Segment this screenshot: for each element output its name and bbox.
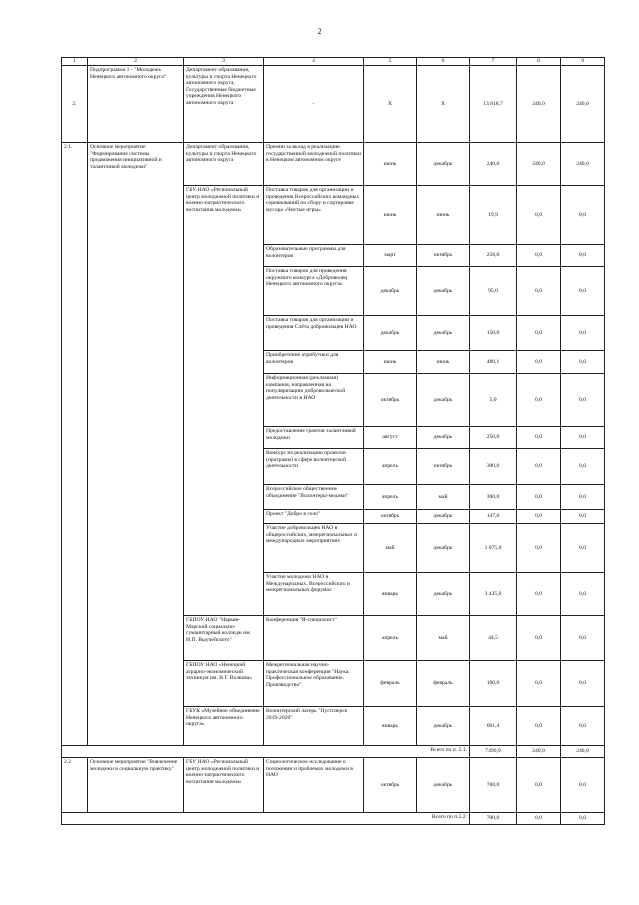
activity-name: Подпрограмма 1 - "Молодежь Ненецкого автономного округа" (88, 66, 184, 143)
cell-start: декабрь (364, 267, 417, 316)
column-header: 9 (561, 58, 605, 66)
cell-start: октябрь (364, 374, 417, 427)
cell-v8: 0,0 (517, 449, 561, 485)
row-number: 2.1. (62, 143, 88, 746)
cell-v8: 0,0 (517, 245, 561, 267)
column-header: 8 (517, 58, 561, 66)
cell-v7: 250,0 (470, 427, 517, 449)
cell-v7: 13 818,7 (470, 66, 517, 143)
blank-cell (62, 746, 417, 758)
cell-end: июнь (417, 351, 470, 374)
cell-v9: 0,0 (561, 524, 605, 573)
column-header: 6 (417, 58, 470, 66)
cell-v7: 601,4 (470, 707, 517, 746)
cell-v9: 0,0 (561, 707, 605, 746)
cell-v8: 0,0 (517, 267, 561, 316)
cell-start: X (364, 66, 417, 143)
cell-v9: 0,0 (561, 351, 605, 374)
cell-v7: 1 075,0 (470, 524, 517, 573)
column-header: 2 (88, 58, 184, 66)
cell-v9: 0,0 (561, 186, 605, 245)
event-name: Конференция "Я-специалист" (264, 616, 364, 661)
cell-v9: 0,0 (561, 316, 605, 351)
event-name: Волонтерский лагерь "Пустозерск 2019-2020" (264, 707, 364, 746)
blank-cell (62, 813, 417, 825)
cell-v7: 3 425,0 (470, 573, 517, 616)
event-name: Образовательные программы для волонтеров (264, 245, 364, 267)
cell-end: X (417, 66, 470, 143)
cell-end: февраль (417, 661, 470, 707)
cell-v8: 0,0 (517, 524, 561, 573)
event-name: Участие добровольцев НАО в общероссийских, межрегиональных и международных мероприятиях (264, 524, 364, 573)
cell-v7: 147,0 (470, 510, 517, 524)
cell-v8: 0,0 (517, 374, 561, 427)
cell-v7: 5,0 (470, 374, 517, 427)
cell-v9: 0,0 (561, 661, 605, 707)
cell-v9: 0,0 (561, 427, 605, 449)
cell-v8: 0,0 (517, 661, 561, 707)
event-name: Предоставление грантов талантливой молодежи (264, 427, 364, 449)
row-number: 2. (62, 66, 88, 143)
cell-v7: 100,0 (470, 661, 517, 707)
cell-v9: 0,0 (561, 510, 605, 524)
cell-start: июнь (364, 351, 417, 374)
cell-start: январь (364, 707, 417, 746)
column-header: 7 (470, 58, 517, 66)
total-v7: 700,0 (470, 813, 517, 825)
cell-v8: 0,0 (517, 485, 561, 510)
cell-v8: 0,0 (517, 707, 561, 746)
event-name: Приобретение атрибутики для волонтеров (264, 351, 364, 374)
cell-start: октябрь (364, 758, 417, 813)
cell-end: май (417, 485, 470, 510)
row-number: 2.2 (62, 758, 88, 813)
cell-v7: 19,9 (470, 186, 517, 245)
cell-start: март (364, 245, 417, 267)
cell-end: май (417, 616, 470, 661)
cell-v8: 0,0 (517, 510, 561, 524)
cell-v8: 0,0 (517, 616, 561, 661)
cell-v8: 240,0 (517, 143, 561, 186)
cell-v7: 300,0 (470, 485, 517, 510)
cell-v9: 0,0 (561, 616, 605, 661)
cell-v9: 240,0 (561, 143, 605, 186)
event-name: Информационная (рекламная) кампания, направленная на популяризацию добровольческой деятельности в НАО (264, 374, 364, 427)
executor: ГБУ НАО «Региональный центр молодежной политики и военно-патриотического воспитания молодежи» (184, 186, 264, 616)
cell-v8: 0,0 (517, 758, 561, 813)
total-label: Всего по п.5.2. (417, 813, 470, 825)
event-name: Конкурс на реализацию проектов (программ) в сфере волонтерской деятельности (264, 449, 364, 485)
event-name: Проект "Добро в село" (264, 510, 364, 524)
executor: Департамент образования, культуры и спорта Ненецкого автономного округа, Государственные бюджетные учреждения Ненецкого автономного округа (184, 66, 264, 143)
total-row (62, 813, 605, 825)
column-header: 5 (364, 58, 417, 66)
cell-v8: 0,0 (517, 316, 561, 351)
cell-end: декабрь (417, 758, 470, 813)
cell-start: апрель (364, 449, 417, 485)
program-table (61, 57, 605, 825)
cell-v8: 0,0 (517, 427, 561, 449)
cell-start: январь (364, 573, 417, 616)
column-header: 4 (264, 58, 364, 66)
event-name: Поставка товаров для организации и проведения Слёта добровольцев НАО (264, 316, 364, 351)
cell-v7: 44,5 (470, 616, 517, 661)
event-name: Поставка товаров для проведения окружного конкурса «Доброволец Ненецкого автономного округа» (264, 267, 364, 316)
cell-end: декабрь (417, 510, 470, 524)
cell-end: декабрь (417, 316, 470, 351)
cell-v8: 0,0 (517, 351, 561, 374)
event-name: Премии за вклад в реализацию государственной молодежной политики в Ненецком автономном округе (264, 143, 364, 186)
cell-start: октябрь (364, 510, 417, 524)
event-name: Участие молодежи НАО в Международных, Всероссийских и межрегиональных форумах (264, 573, 364, 616)
cell-v7: 300,0 (470, 449, 517, 485)
cell-v8: 0,0 (517, 186, 561, 245)
cell-v9: 0,0 (561, 267, 605, 316)
total-label: Всего по п. 5.1. (417, 746, 470, 758)
cell-v9: 0,0 (561, 485, 605, 510)
executor: ГБПОУ НАО «Ненецкий аграрно-экономический техникум им. В.Г. Волкова» (184, 661, 264, 707)
cell-v8: 0,0 (517, 573, 561, 616)
cell-end: декабрь (417, 707, 470, 746)
event-row (62, 143, 605, 186)
cell-start: июнь (364, 143, 417, 186)
cell-start: июнь (364, 186, 417, 245)
cell-v9: 0,0 (561, 374, 605, 427)
cell-start: апрель (364, 616, 417, 661)
executor: ГБУ НАО «Региональный центр молодежной политики и военно-патриотического воспитания молодежи» (184, 758, 264, 813)
total-row (62, 746, 605, 758)
cell-v7: 95,0 (470, 267, 517, 316)
cell-v7: 480,1 (470, 351, 517, 374)
activity-name: Основное мероприятие "Формирование системы продвижения инициативной и талантливой молодежи" (88, 143, 184, 746)
cell-end: декабрь (417, 524, 470, 573)
cell-v7: 258,0 (470, 245, 517, 267)
cell-v9: 0,0 (561, 758, 605, 813)
cell-end: октябрь (417, 245, 470, 267)
header-row (62, 58, 605, 66)
event-row (62, 758, 605, 813)
cell-v9: 240,0 (561, 66, 605, 143)
executor: Департамент образования, культуры и спорта Ненецкого автономного округа (184, 143, 264, 186)
cell-v9: 0,0 (561, 245, 605, 267)
subprogram-row (62, 66, 605, 143)
cell-event: - (264, 66, 364, 143)
event-name: Социологическое исследование о положении и проблемах молодежи в НАО (264, 758, 364, 813)
cell-end: декабрь (417, 143, 470, 186)
cell-end: декабрь (417, 374, 470, 427)
column-header: 3 (184, 58, 264, 66)
event-name: Всероссийское общественное объединение "Волонтеры-медики" (264, 485, 364, 510)
executor: ГБУК «Музейное объединение Ненецкого автономного округа» (184, 707, 264, 746)
executor: ГБПОУ НАО "Нарьян-Марский социально-гуманитарный колледж им. И.П. Выучейского" (184, 616, 264, 661)
cell-start: август (364, 427, 417, 449)
cell-start: февраль (364, 661, 417, 707)
cell-end: декабрь (417, 573, 470, 616)
total-v8: 0,0 (517, 813, 561, 825)
cell-start: май (364, 524, 417, 573)
cell-start: декабрь (364, 316, 417, 351)
column-header: 1 (62, 58, 88, 66)
cell-v9: 0,0 (561, 449, 605, 485)
cell-end: декабрь (417, 427, 470, 449)
total-v7: 7490,9 (470, 746, 517, 758)
cell-v7: 150,0 (470, 316, 517, 351)
activity-name: Основное мероприятие "Вовлечение молодежи в социальную практику" (88, 758, 184, 813)
event-name: Межрегиональная научно-практическая конференция "Наука. Профессиональное образование. Производство" (264, 661, 364, 707)
total-v8: 240,0 (517, 746, 561, 758)
cell-v9: 0,0 (561, 573, 605, 616)
cell-v7: 700,0 (470, 758, 517, 813)
cell-end: декабрь (417, 267, 470, 316)
event-name: Поставка товаров для организации и проведения Всероссийских командных соревнований по сбору и сортировке мусора «Чистые игры» (264, 186, 364, 245)
cell-v7: 240,0 (470, 143, 517, 186)
cell-start: апрель (364, 485, 417, 510)
page-number: 2 (317, 27, 322, 36)
cell-end: июнь (417, 186, 470, 245)
total-v9: 240,0 (561, 746, 605, 758)
total-v9: 0,0 (561, 813, 605, 825)
cell-v8: 240,0 (517, 66, 561, 143)
cell-end: октябрь (417, 449, 470, 485)
